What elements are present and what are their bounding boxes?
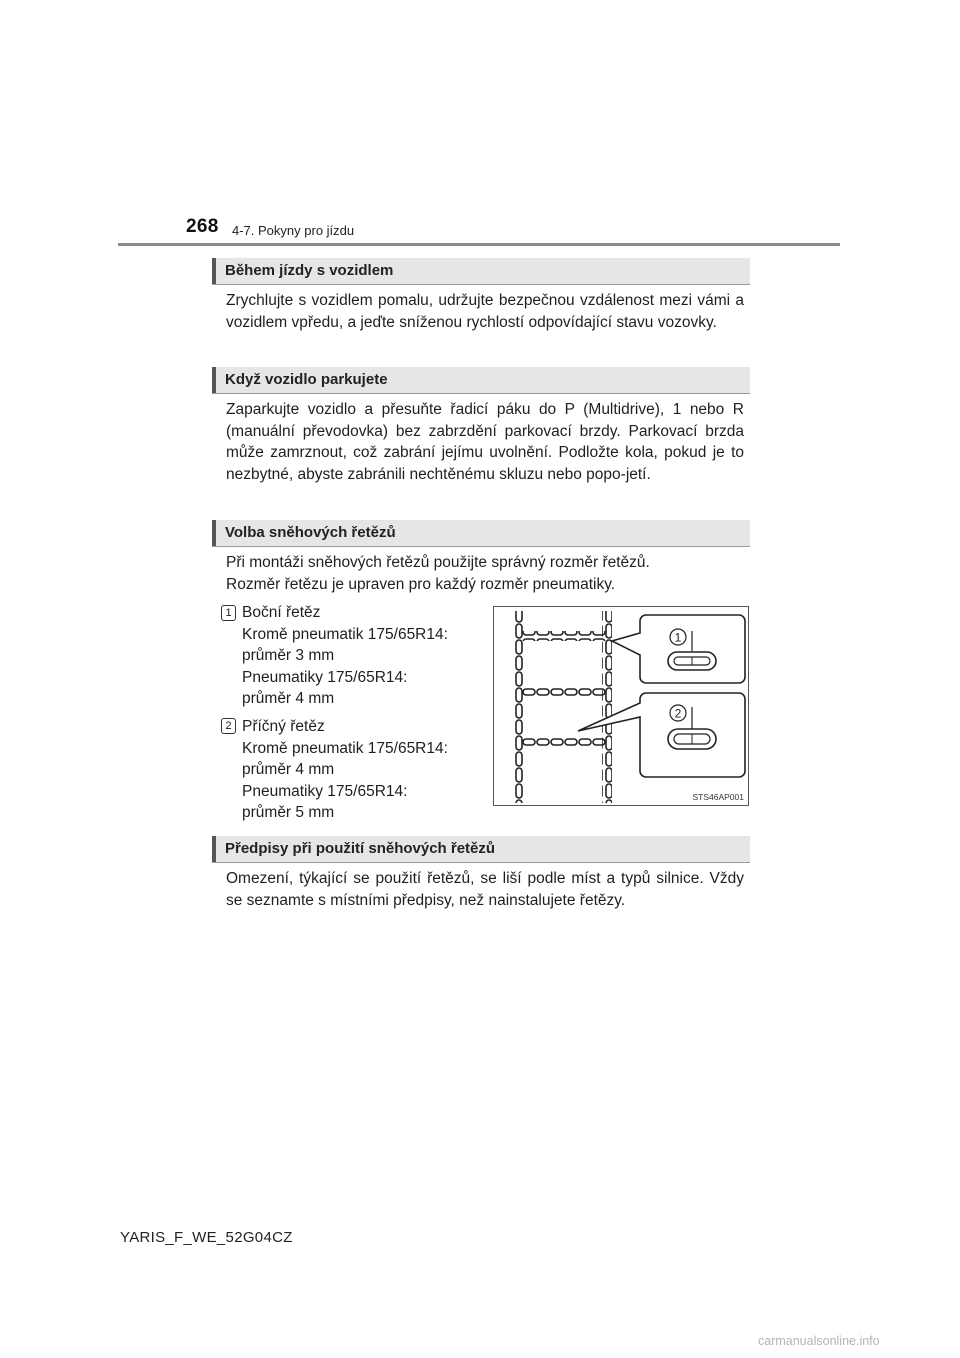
heading-parking-label: Když vozidlo parkujete	[225, 371, 388, 388]
heading-chain-regulations	[212, 836, 750, 863]
side-chain-line-3: Pneumatiky 175/65R14:	[242, 668, 408, 686]
snow-chain-illustration	[493, 606, 749, 806]
watermark: carmanualsonline.info	[758, 1334, 880, 1348]
heading-chain-regulations-label: Předpisy při použití sněhových řetězů	[225, 840, 496, 857]
heading-parking	[212, 367, 750, 394]
heading-chain-selection	[212, 520, 750, 547]
callout-1-box	[612, 615, 745, 683]
item-number-1: 1	[221, 605, 236, 621]
side-chain-line-2: průměr 3 mm	[242, 647, 335, 664]
callout-2-number: 2	[674, 706, 682, 721]
side-chain-title: Boční řetěz	[242, 604, 321, 621]
list-item-cross-chain	[242, 716, 492, 824]
chain-size-line-2: Rozměr řetězu je upraven pro každý rozměr pneumatiky.	[226, 575, 616, 593]
cross-chain-line-3: Pneumatiky 175/65R14:	[242, 782, 408, 800]
side-chain-line-1: Kromě pneumatik 175/65R14:	[242, 625, 448, 643]
cross-chain-line-2: průměr 4 mm	[242, 761, 335, 778]
heading-chain-selection-label: Volba sněhových řetězů	[225, 524, 396, 541]
cross-chain-bottom	[522, 737, 606, 747]
list-item-side-chain	[242, 602, 492, 710]
cross-chain-line-1: Kromě pneumatik 175/65R14:	[242, 739, 448, 757]
page-number: 268	[186, 216, 219, 237]
heading-driving	[212, 258, 750, 285]
figure-code: STS46AP001	[692, 792, 744, 802]
cross-chain-line-4: průměr 5 mm	[242, 804, 335, 821]
paragraph-regulations: Omezení, týkající se použití řetězů, se liší podle míst a typů silnice. Vždy se seznamte s místními předpisy, než nainstalujete řetězy.	[226, 870, 744, 909]
chain-size-line-1: Při montáži sněhových řetězů použijte správný rozměr řetězů.	[226, 554, 650, 571]
paragraph-driving: Zrychlujte s vozidlem pomalu, udržujte bezpečnou vzdálenost mezi vámi a vozidlem vpředu, a jeďte sníženou rychlostí odpovídající stavu vozovky.	[226, 292, 744, 331]
side-chain-line-4: průměr 4 mm	[242, 690, 335, 707]
paragraph-parking: Zaparkujte vozidlo a přesuňte řadicí páku do P (Multidrive), 1 nebo R (manuální převodovka) bez zabrzdění parkovací brzdy. Parkovací brzda může zamrznout, což zabrání jejímu uvolnění. Podložte kola, pokud je to nezbytné, abyste zabránili nechtěnému skluzu nebo popo-jetí.	[226, 401, 744, 483]
paragraph-chain-size	[226, 552, 744, 595]
cross-chain-top	[522, 631, 606, 641]
cross-chain-title: Příčný řetěz	[242, 718, 325, 735]
cross-chain-middle	[522, 687, 606, 697]
item-number-2: 2	[221, 718, 236, 734]
heading-driving-label: Během jízdy s vozidlem	[225, 262, 394, 279]
header-divider	[118, 243, 840, 246]
snow-chain-drawing	[494, 607, 748, 805]
document-code: YARIS_F_WE_52G04CZ	[120, 1229, 293, 1246]
chapter-title: 4-7. Pokyny pro jízdu	[232, 223, 355, 238]
callout-1-number: 1	[674, 630, 682, 645]
